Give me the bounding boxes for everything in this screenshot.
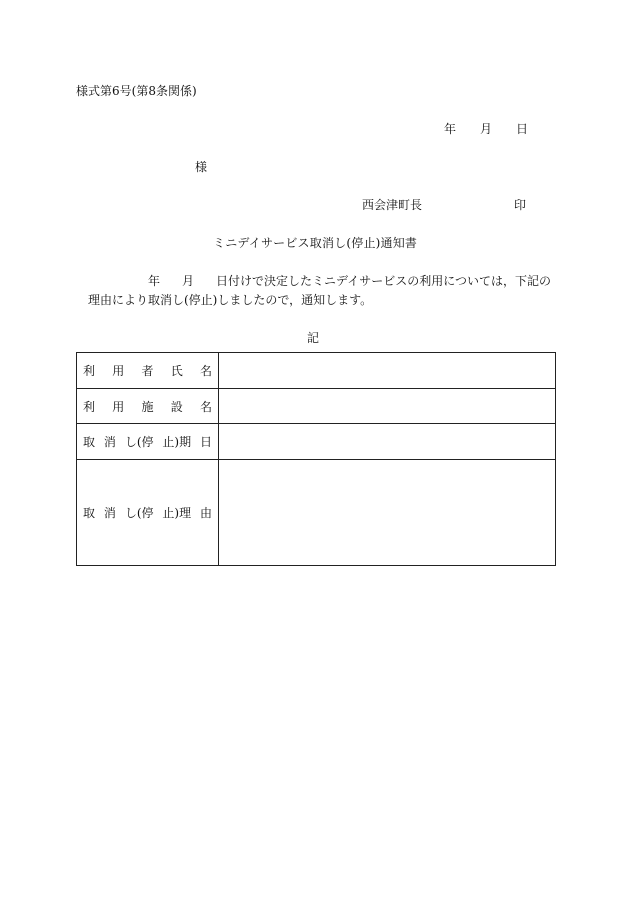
label-char: し(停: [124, 506, 154, 520]
label-char: 氏: [170, 364, 183, 378]
body-text-line-2: 理由により取消し(停止)しましたので，通知します。: [88, 293, 373, 307]
user-name-field[interactable]: [219, 353, 556, 389]
row-label: [77, 353, 219, 389]
label-char: 設: [170, 399, 183, 414]
label-char: 利: [83, 399, 96, 414]
table-row: [77, 424, 556, 460]
body-year: 年: [148, 274, 161, 288]
label-char: 止)期: [162, 435, 192, 449]
body-text-line-1: [148, 274, 551, 288]
cancellation-date-field[interactable]: [219, 424, 556, 460]
date-year: 年: [444, 122, 457, 136]
seal-mark: 印: [514, 198, 527, 212]
info-table: [76, 352, 556, 566]
label-char: 用: [112, 399, 125, 414]
body-month: 月: [182, 274, 195, 288]
label-char: 消: [103, 506, 116, 520]
recipient-honorific: 様: [195, 160, 208, 174]
label-char: 取: [83, 435, 96, 449]
label-char: 止)理: [162, 506, 192, 520]
label-char: 名: [199, 399, 212, 414]
date-day: 日: [516, 122, 529, 136]
facility-name-field[interactable]: [219, 389, 556, 424]
label-char: 取: [83, 506, 96, 520]
date-month: 月: [480, 122, 493, 136]
date-line: [444, 122, 528, 136]
label-char: 者: [141, 364, 154, 378]
label-char: 消: [103, 435, 116, 449]
label-char: 施: [141, 399, 154, 414]
form-number: 様式第6号(第8条関係): [76, 84, 197, 98]
table-row: [77, 353, 556, 389]
document-title: ミニデイサービス取消し(停止)通知書: [213, 236, 418, 250]
row-label: [77, 424, 219, 460]
label-char: 日: [199, 435, 212, 449]
label-char: し(停: [124, 435, 154, 449]
table-row: [77, 389, 556, 424]
table-row: [77, 460, 556, 566]
issuer-name: 西会津町長: [362, 198, 423, 212]
row-label: [77, 389, 219, 424]
label-char: 由: [199, 506, 212, 520]
ki-heading: 記: [307, 331, 320, 345]
label-char: 名: [199, 364, 212, 378]
cancellation-reason-field[interactable]: [219, 460, 556, 566]
label-char: 利: [83, 364, 96, 378]
label-char: 用: [112, 364, 125, 378]
body-text-1: 日付けで決定したミニデイサービスの利用については，下記の: [216, 274, 551, 288]
row-label: [77, 460, 219, 566]
